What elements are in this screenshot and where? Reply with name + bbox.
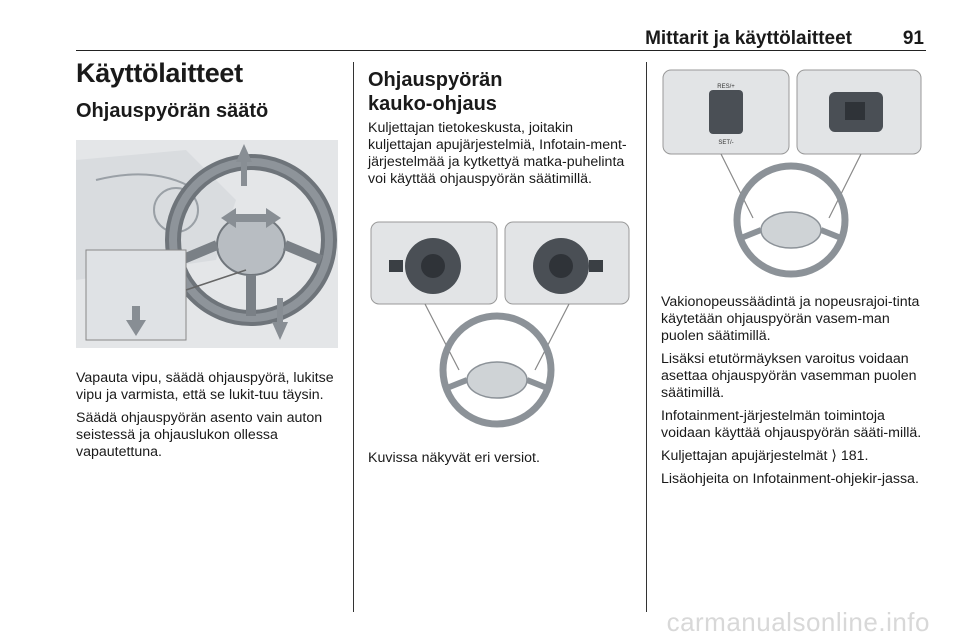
column-divider-1 (353, 62, 354, 612)
paragraph: Kuljettajan tietokeskusta, joitakin kuljettajan apujärjestelmiä, Infotain-ment-järjestelmää ja kytkettyä matka-puhelinta voi käyttää ohjauspyörän säätimillä. (368, 120, 627, 187)
column-2 (368, 68, 634, 188)
column-1-body (76, 364, 342, 461)
figure-caption: Kuvissa näkyvät eri versiot. (368, 450, 540, 466)
header-rule (76, 50, 926, 51)
page-header (76, 26, 926, 52)
set-label: SET/- (718, 140, 734, 146)
chapter-title: Mittarit ja käyttölaitteet (645, 28, 852, 49)
column-divider-2 (646, 62, 647, 612)
paragraph: Infotainment-järjestelmän toimintoja voidaan käyttää ohjauspyörän sääti-millä. (661, 408, 922, 441)
paragraph: Lisäohjeita on Infotainment-ohjekir-jassa. (661, 471, 919, 487)
column-2-caption (368, 444, 634, 467)
section-heading-line1: Ohjauspyörän (368, 69, 503, 91)
page-number: 91 (902, 28, 924, 49)
paragraph: Vakionopeussäädintä ja nopeusrajoi-tinta käytetään ohjauspyörän vasem-man puolen säätimillä. (661, 294, 920, 344)
column-3-body (661, 288, 927, 488)
paragraph: Säädä ohjauspyörän asento vain auton seistessä ja ohjauslukon ollessa vapautettuna. (76, 410, 323, 460)
paragraph: Lisäksi etutörmäyksen varoitus voidaan asettaa ohjauspyörän vasemman puolen säätimillä. (661, 351, 917, 401)
res-label: RES/+ (717, 84, 735, 90)
watermark: carmanualsonline.info (666, 607, 930, 637)
remote-controls-figure-b (661, 68, 923, 278)
section-heading-line2: kauko-ohjaus (368, 93, 497, 115)
section-heading: Käyttölaitteet (76, 58, 243, 88)
column-1 (76, 58, 342, 123)
cross-reference[interactable]: Kuljettajan apujärjestelmät ⟩ 181. (661, 448, 869, 464)
subsection-heading: Ohjauspyörän säätö (76, 100, 269, 122)
steering-adjust-figure (76, 140, 338, 348)
paragraph: Vapauta vipu, säädä ohjauspyörä, lukitse vipu ja varmista, että se lukit-tuu täysin. (76, 370, 334, 403)
remote-controls-figure-a (369, 220, 631, 428)
